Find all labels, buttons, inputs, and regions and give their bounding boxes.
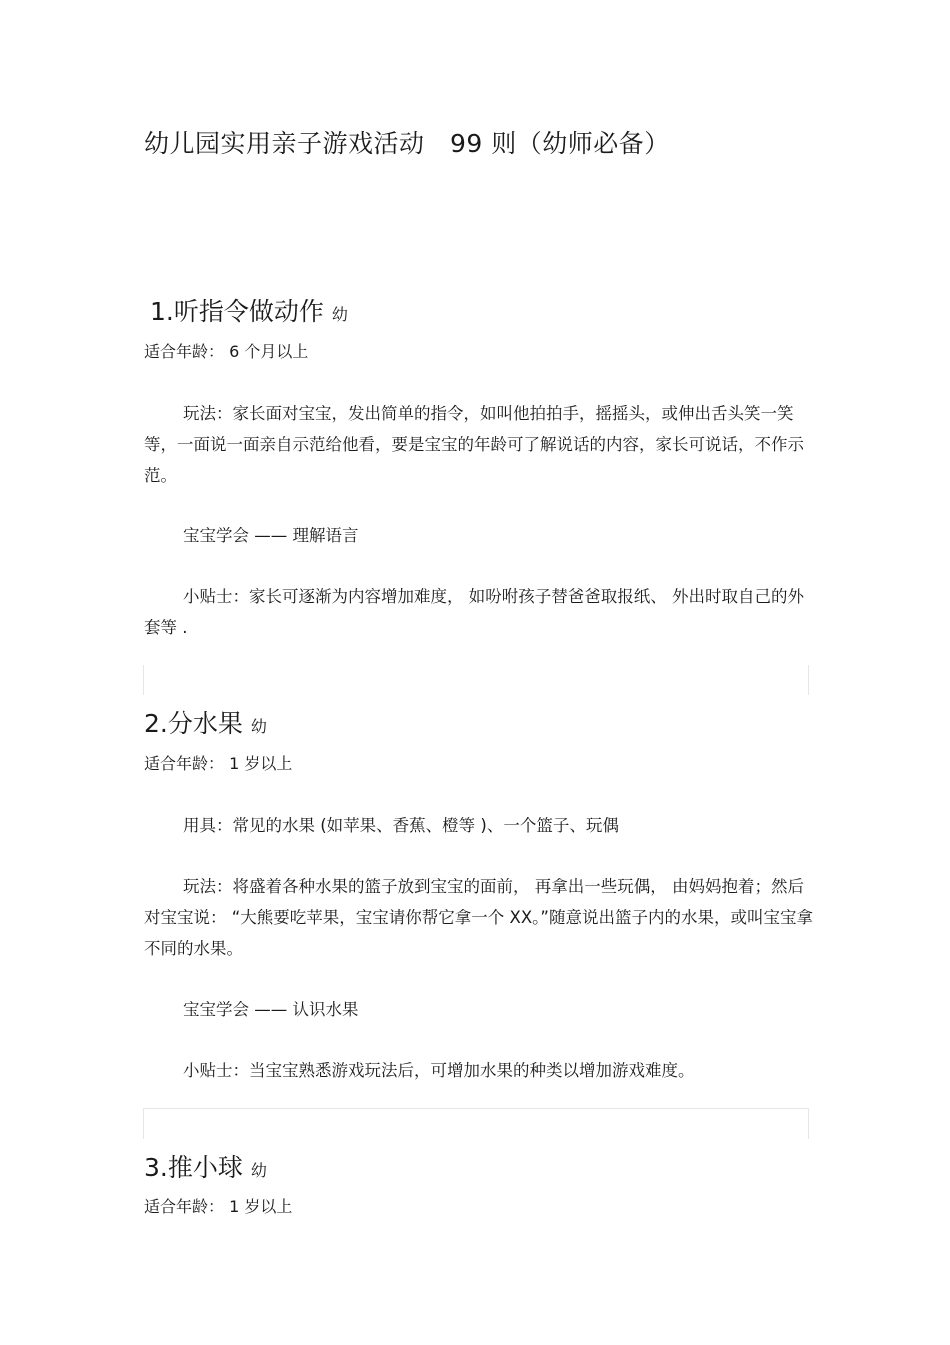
section-title: 3.推小球 bbox=[144, 1153, 243, 1182]
paragraph-tip: 小贴士：家长可逐渐为内容增加难度， 如吩咐孩子替爸爸取报纸、 外出时取自己的外套等 . bbox=[144, 587, 804, 637]
paragraph-gameplay: 玩法：家长面对宝宝，发出简单的指令，如叫他拍拍手，摇摇头，或伸出舌头笑一笑等，一面说一面亲自示范给他看，要是宝宝的年龄可了解说话的内容，家长可说话，不作示范。 bbox=[144, 404, 804, 485]
paragraph-learns: 宝宝学会 —— 理解语言 bbox=[183, 526, 359, 545]
age-line: 适合年龄： 1 岁以上 bbox=[144, 1197, 293, 1216]
section-heading bbox=[144, 708, 267, 743]
section-tag: 幼 bbox=[250, 1161, 267, 1180]
paragraph-learns: 宝宝学会 —— 认识水果 bbox=[183, 1000, 359, 1019]
section-title: 1.听指令做动作 bbox=[150, 297, 324, 326]
age-line: 适合年龄： 1 岁以上 bbox=[144, 754, 293, 773]
section-divider bbox=[143, 665, 809, 695]
paragraph-gameplay: 玩法：将盛着各种水果的篮子放到宝宝的面前， 再拿出一些玩偶， 由妈妈抱着；然后对宝宝说： “大熊要吃苹果，宝宝请你帮它拿一个 XX。”随意说出篮子内的水果，或叫宝宝拿不同的水果。 bbox=[144, 877, 813, 958]
document-title: 幼儿园实用亲子游戏活动 99 则（幼师必备） bbox=[144, 129, 670, 158]
section-tag: 幼 bbox=[250, 717, 267, 736]
section-heading bbox=[144, 1152, 267, 1187]
section-tag: 幼 bbox=[331, 305, 348, 324]
age-line: 适合年龄： 6 个月以上 bbox=[144, 342, 309, 361]
paragraph-tools: 用具：常见的水果 (如苹果、香蕉、橙等 )、一个篮子、玩偶 bbox=[183, 816, 619, 835]
section-heading bbox=[150, 296, 348, 331]
section-divider bbox=[143, 1108, 809, 1139]
section-title: 2.分水果 bbox=[144, 709, 243, 738]
paragraph-tip: 小贴士：当宝宝熟悉游戏玩法后，可增加水果的种类以增加游戏难度。 bbox=[183, 1061, 695, 1080]
